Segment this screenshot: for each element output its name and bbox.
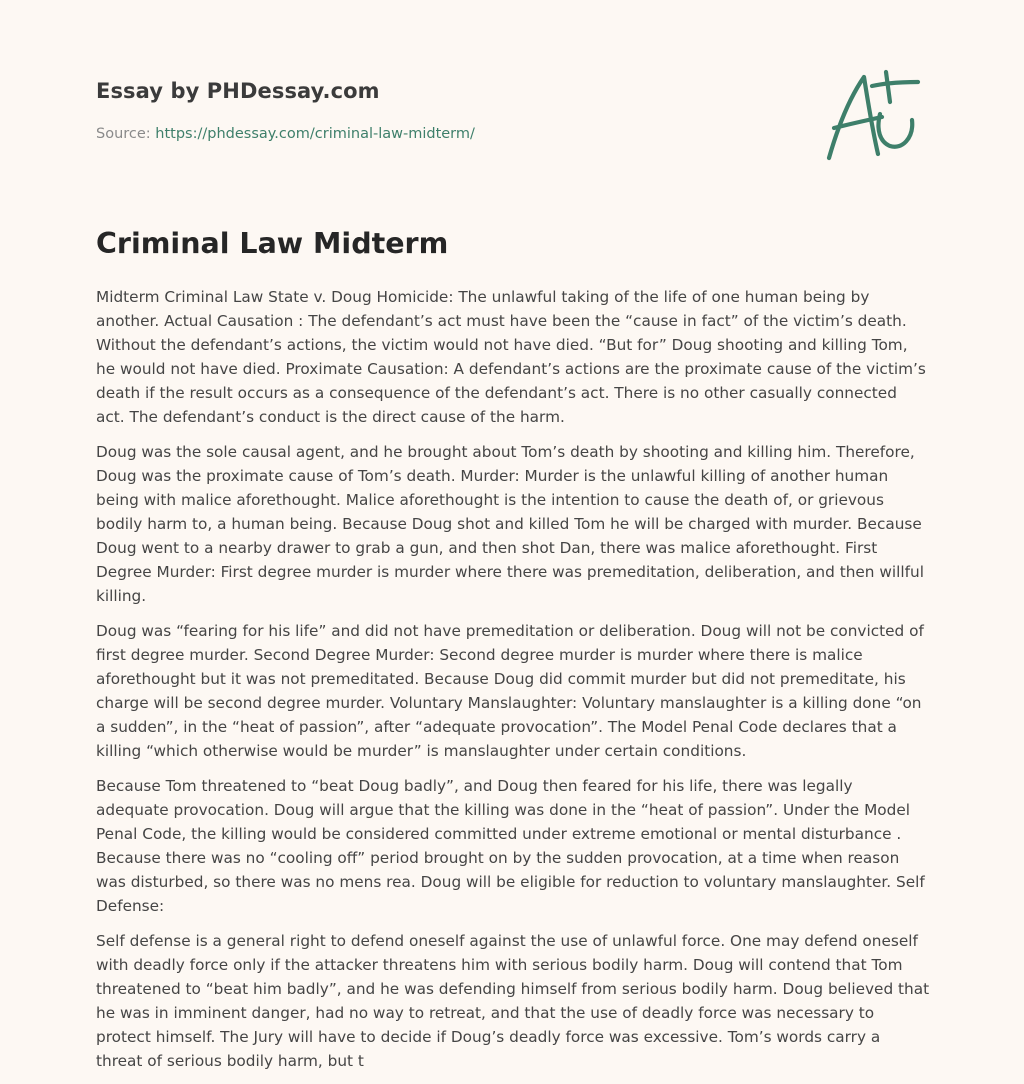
site-brand: Essay by PHDessay.com (96, 79, 380, 103)
source-line (96, 124, 928, 144)
essay-body (96, 285, 930, 1084)
paragraph: Midterm Criminal Law State v. Doug Homicide: The unlawful taking of the life of one human being by another. Actual Causation : The defendant’s act must have been the “cause in fact” of the victim’s death. Without the defendant’s actions, the victim would not have died. “But for” Doug shooting and killing Tom, he would not have died. Proximate Causation: A defendant’s actions are the proximate cause of the victim’s death if the result occurs as a consequence of the defendant’s act. There is no other casually connected act. The defendant’s conduct is the direct cause of the harm. (96, 288, 926, 426)
paragraph: Self defense is a general right to defend oneself against the use of unlawful force. One may defend oneself with deadly force only if the attacker threatens him with serious bodily harm. Doug will contend that Tom threatened to “beat him badly”, and he was defending himself from serious bodily harm. Doug believed that he was in imminent danger, had no way to retreat, and that the use of deadly force was necessary to protect himself. The Jury will have to decide if Doug’s deadly force was excessive. Tom’s words carry a threat of serious bodily harm, but t (96, 932, 930, 1070)
paragraph: Doug was the sole causal agent, and he brought about Tom’s death by shooting and killing him. Therefore, Doug was the proximate cause of Tom’s death. Murder: Murder is the unlawful killing of another human being with malice aforethought. Malice aforethought is the intention to cause the death of, or grievous bodily harm to, a human being. Because Doug shot and killed Tom he will be charged with murder. Because Doug went to a nearby drawer to grab a gun, and then shot Dan, there was malice aforethought. First Degree Murder: First degree murder is murder where there was premeditation, deliberation, and then willful killing. (96, 443, 924, 605)
source-label: Source: (96, 126, 151, 142)
a-plus-grade-icon (820, 66, 930, 166)
source-link[interactable]: https://phdessay.com/criminal-law-midterm/ (155, 126, 475, 142)
paragraph: Doug was “fearing for his life” and did not have premeditation or deliberation. Doug will not be convicted of first degree murder. Second Degree Murder: Second degree murder is murder where there is malice aforethought but it was not premeditated. Because Doug did commit murder but did not premeditate, his charge will be second degree murder. Voluntary Manslaughter: Voluntary manslaughter is a killing done “on a sudden”, in the “heat of passion”, after “adequate provocation”. The Model Penal Code declares that a killing “which otherwise would be murder” is manslaughter under certain conditions. (96, 622, 924, 760)
paragraph: Because Tom threatened to “beat Doug badly”, and Doug then feared for his life, there was legally adequate provocation. Doug will argue that the killing was done in the “heat of passion”. Under the Model Penal Code, the killing would be considered committed under extreme emotional or mental disturbance . Because there was no “cooling off” period brought on by the sudden provocation, at a time when reason was disturbed, so there was no mens rea. Doug will be eligible for reduction to voluntary manslaughter. Self Defense: (96, 777, 925, 915)
essay-header (96, 78, 928, 144)
essay-title: Criminal Law Midterm (96, 227, 449, 260)
